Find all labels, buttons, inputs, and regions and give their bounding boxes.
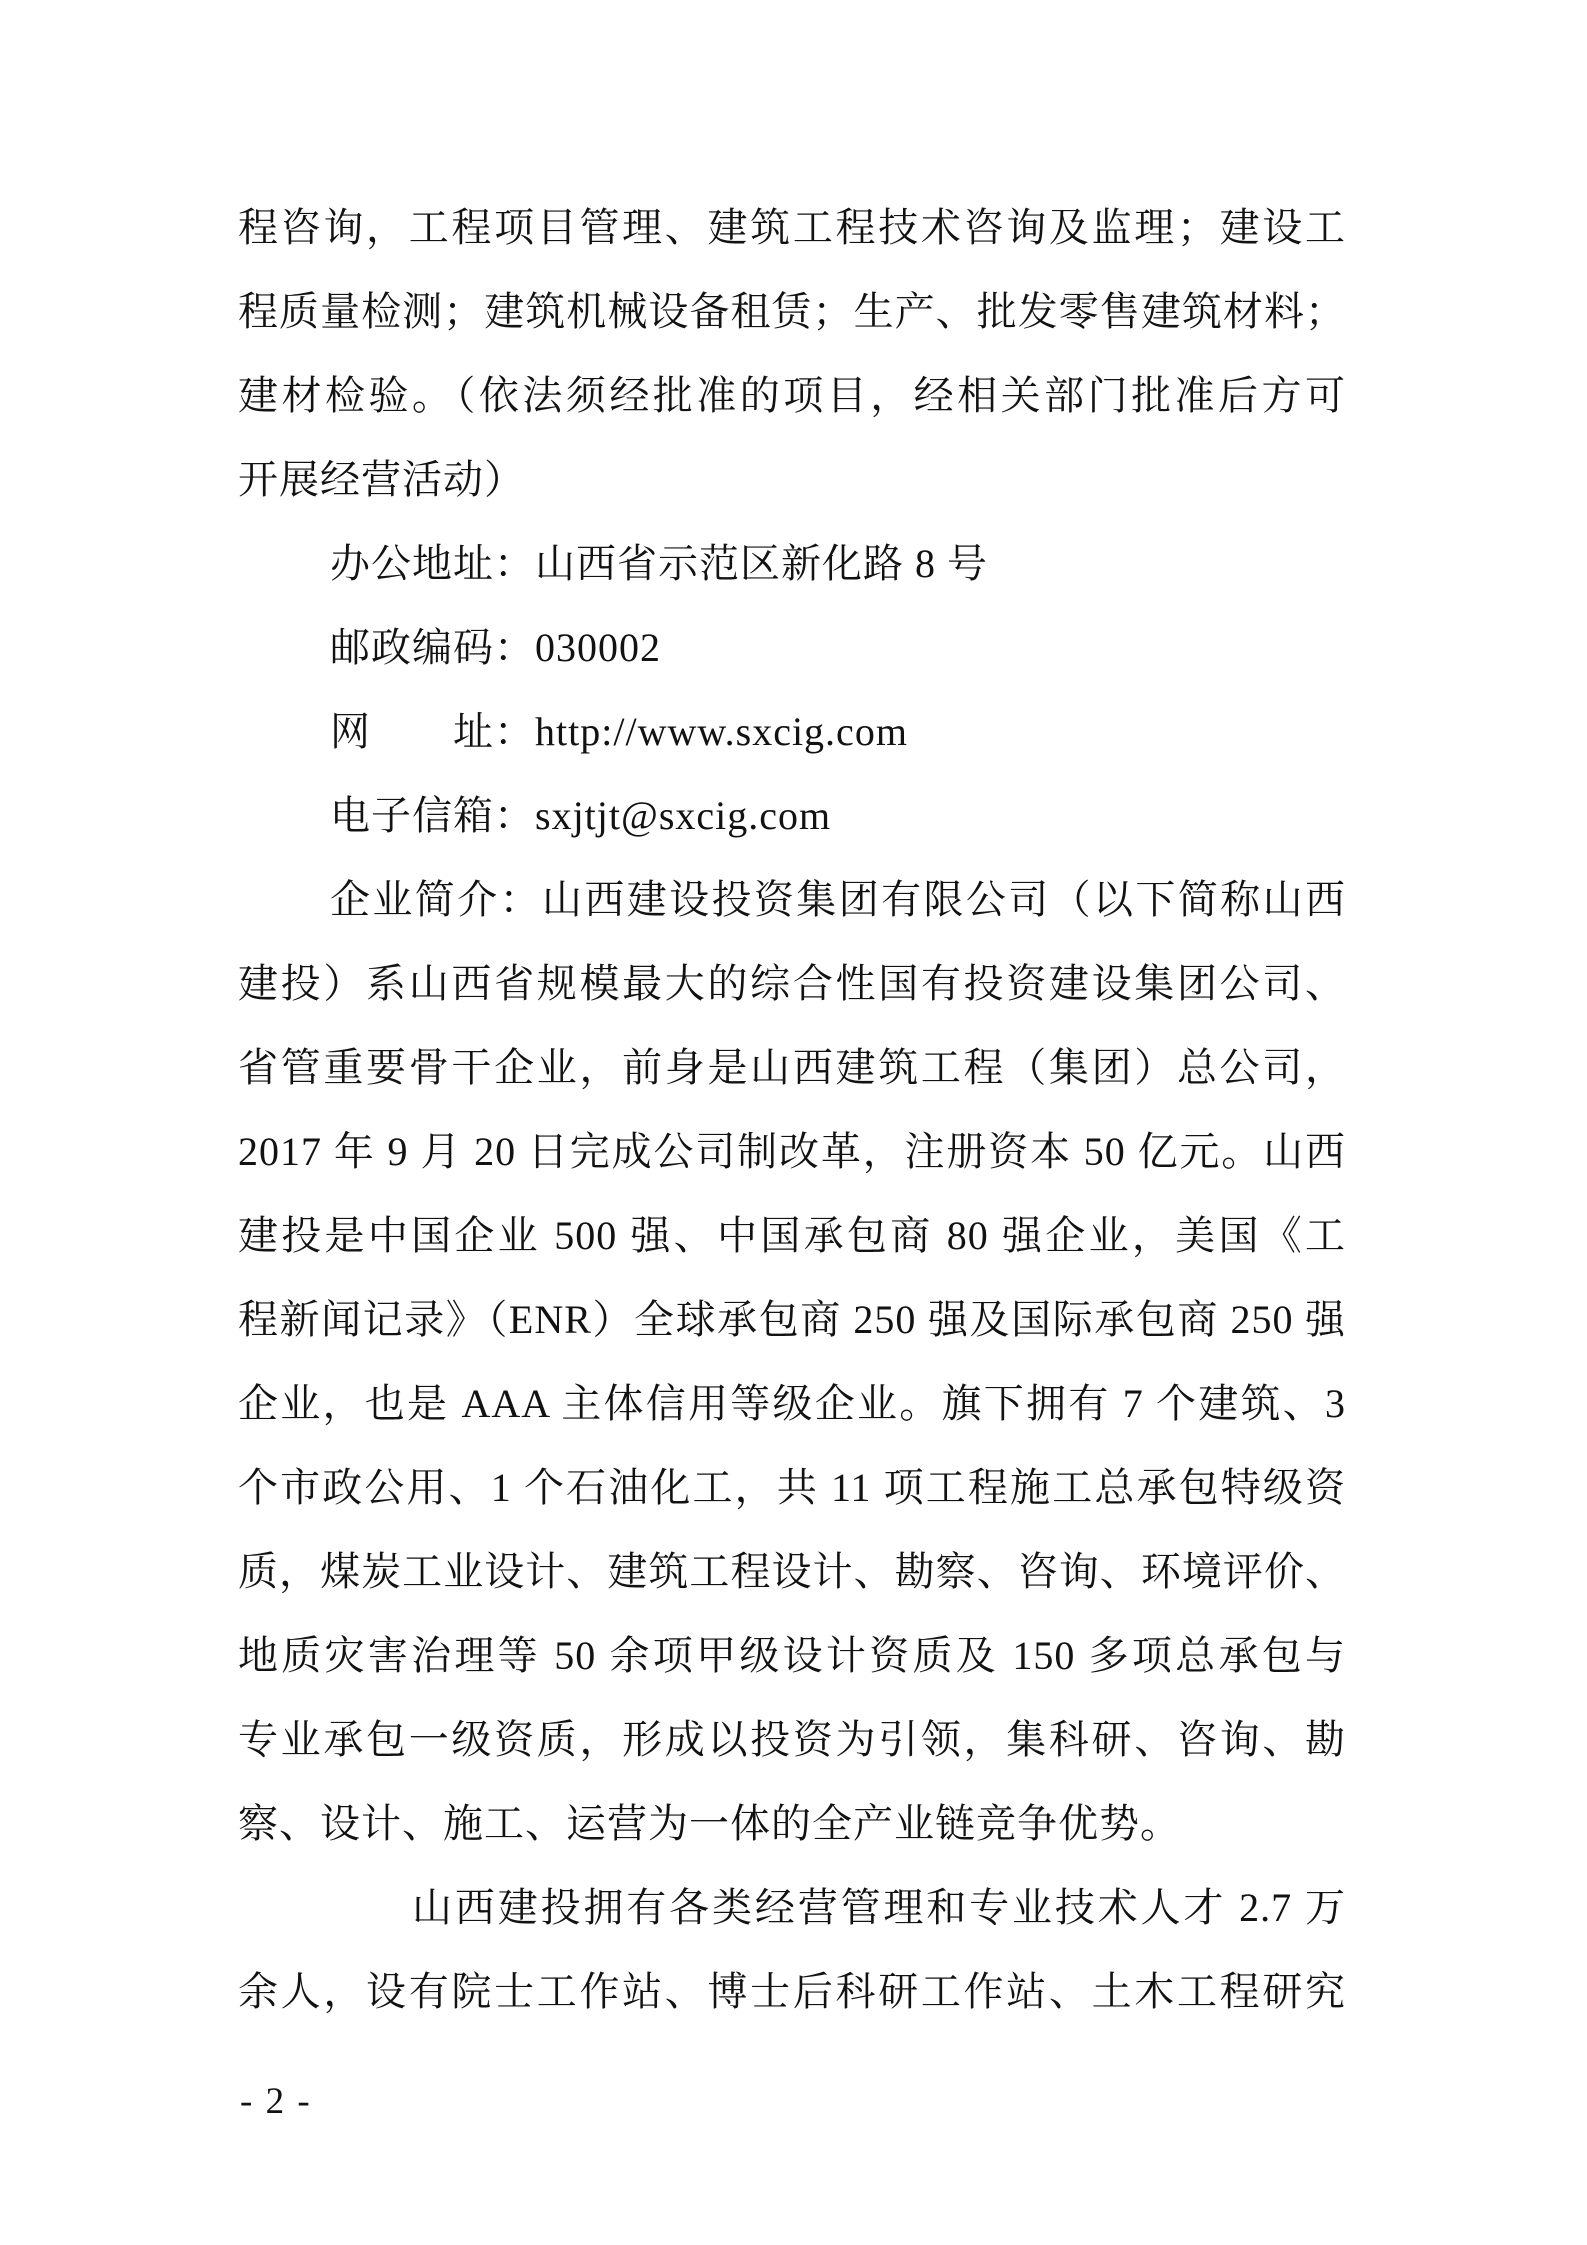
company-intro-line: 建投）系山西省规模最大的综合性国有投资建设集团公司、 — [238, 961, 1346, 1006]
page-number: - 2 - — [240, 2081, 312, 2122]
business-scope-line: 开展经营活动） — [238, 457, 525, 502]
company-intro-line: 建投是中国企业 500 强、中国承包商 80 强企业，美国《工 — [238, 1213, 1346, 1258]
company-intro-line: 省管重要骨干企业，前身是山西建筑工程（集团）总公司， — [238, 1045, 1346, 1090]
postal-code-line: 邮政编码：030002 — [330, 625, 661, 670]
office-address-line: 办公地址：山西省示范区新化路 8 号 — [330, 541, 988, 586]
company-intro-line: 察、设计、施工、运营为一体的全产业链竞争优势。 — [238, 1801, 1181, 1846]
document-body — [238, 186, 1346, 2034]
company-intro-line: 个市政公用、1 个石油化工，共 11 项工程施工总承包特级资 — [238, 1465, 1346, 1510]
business-scope-line: 程质量检测；建筑机械设备租赁；生产、批发零售建筑材料； — [238, 289, 1346, 334]
company-intro-line: 企业简介：山西建设投资集团有限公司（以下简称山西 — [330, 877, 1346, 922]
company-intro-line: 专业承包一级资质，形成以投资为引领，集科研、咨询、勘 — [238, 1717, 1346, 1762]
company-intro-line: 地质灾害治理等 50 余项甲级设计资质及 150 多项总承包与 — [238, 1633, 1346, 1678]
website-line: 网 址：http://www.sxcig.com — [330, 709, 908, 754]
company-intro-line: 企业，也是 AAA 主体信用等级企业。旗下拥有 7 个建筑、3 — [238, 1381, 1346, 1426]
company-intro-line: 质，煤炭工业设计、建筑工程设计、勘察、咨询、环境评价、 — [238, 1549, 1346, 1594]
talent-paragraph-line: 余人，设有院士工作站、博士后科研工作站、土木工程研究 — [238, 1969, 1346, 2014]
company-intro-line: 2017 年 9 月 20 日完成公司制改革，注册资本 50 亿元。山西 — [238, 1129, 1346, 1174]
business-scope-line: 程咨询，工程项目管理、建筑工程技术咨询及监理；建设工 — [238, 205, 1346, 250]
business-scope-line: 建材检验。（依法须经批准的项目，经相关部门批准后方可 — [238, 373, 1346, 418]
company-intro-line: 程新闻记录》（ENR）全球承包商 250 强及国际承包商 250 强 — [238, 1297, 1346, 1342]
email-line: 电子信箱：sxjtjt@sxcig.com — [330, 793, 832, 838]
talent-paragraph-line: 山西建投拥有各类经营管理和专业技术人才 2.7 万 — [412, 1885, 1346, 1930]
